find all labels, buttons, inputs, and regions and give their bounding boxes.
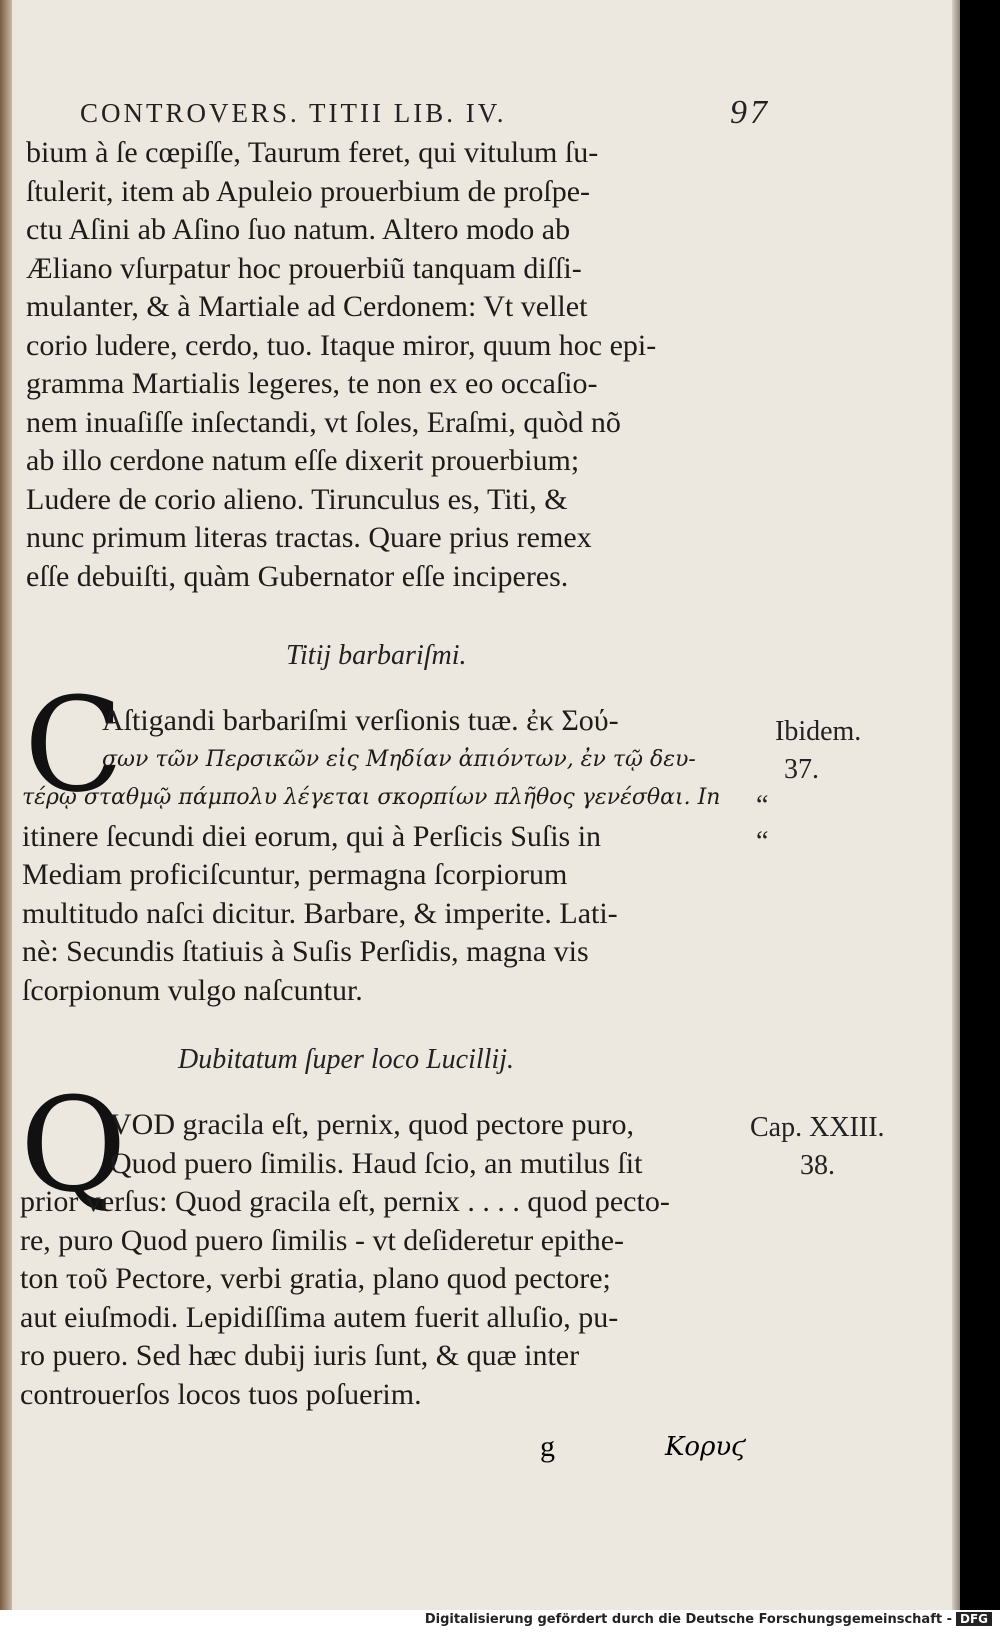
text-line: ctu Aſini ab Aſino ſuo natum. Altero modo ab <box>26 213 571 246</box>
running-title: CONTROVERS. TITII LIB. IV. <box>80 98 507 128</box>
text-line: Æliano vſurpatur hoc prouerbiũ tanquam diſſi- <box>26 251 582 285</box>
text-line: Quod puero ſimilis. Haud ſcio, an mutilus ſit <box>110 1146 643 1180</box>
text-line: aut eiuſmodi. Lepidiſſima autem fuerit alluſio, pu- <box>20 1300 619 1334</box>
page-edge <box>952 0 960 1610</box>
text-line: gramma Martialis legeres, te non ex eo occaſio- <box>26 367 598 400</box>
margin-reference: Ibidem. <box>775 716 862 747</box>
text-line: re, puro Quod puero ſimilis - vt deſideretur epithe- <box>20 1223 624 1257</box>
margin-reference: Cap. XXIII. <box>750 1112 885 1143</box>
dfg-logo: DFG <box>956 1612 992 1626</box>
signature-mark: g <box>540 1430 555 1463</box>
text-line: ton τοῦ Pectore, verbi gratia, plano quod pectore; <box>20 1262 611 1295</box>
text-line: controuerſos locos tuos poſuerim. <box>20 1377 422 1411</box>
quote-mark: “ <box>756 826 769 857</box>
text-line: itinere ſecundi diei eorum, qui à Perſicis Suſis in <box>22 819 602 853</box>
folio-number: 97 <box>730 94 770 131</box>
credit-text: Digitalisierung gefördert durch die Deutsche Forschungsgemeinschaft - <box>424 1612 952 1627</box>
binding-edge <box>0 0 12 1610</box>
margin-number: 37. <box>784 754 819 785</box>
text-line: bium à ſe cœpiſſe, Taurum feret, qui vitulum ſu- <box>26 136 599 169</box>
text-line: Mediam proficiſcuntur, permagna ſcorpiorum <box>22 858 568 891</box>
paragraph-3 <box>20 1106 670 1414</box>
quote-mark: “ <box>756 790 769 821</box>
drop-capital-q: Q <box>20 1069 127 1221</box>
text-line: ro puero. Sed hæc dubij iuris ſunt, & quæ inter <box>20 1339 580 1372</box>
text-line: nè: Secundis ſtatiuis à Suſis Perſidis, magna vis <box>22 935 589 968</box>
text-line: ſcorpionum vulgo naſcuntur. <box>22 973 363 1007</box>
section-heading-1: Titij barbariſmi. <box>286 640 467 671</box>
text-line: mulanter, & à Martiale ad Cerdonem: Vt vellet <box>26 290 588 323</box>
section-heading-2: Dubitatum ſuper loco Lucillij. <box>178 1044 514 1075</box>
drop-capital-c: C <box>24 669 124 821</box>
greek-line: τέρῳ σταθμῷ πάμπολυ λέγεται σκορπίων πλῆθος γενέσθαι. In <box>22 785 721 810</box>
text-line: corio ludere, cerdo, tuo. Itaque miror, quum hoc epi- <box>26 328 657 362</box>
paragraph-1 <box>26 134 656 596</box>
text-line: nunc primum literas tractas. Quare prius remex <box>26 521 592 554</box>
text-line: prior verſus: Quod gracila eſt, pernix . . . . quod pecto- <box>20 1185 670 1218</box>
margin-number: 38. <box>800 1150 835 1181</box>
catchword: Κορυϛ <box>665 1432 746 1462</box>
paragraph-2 <box>22 702 720 1010</box>
text-line: Aſtigandi barbariſmi verſionis tuæ. ἐκ Σού- <box>102 704 619 737</box>
digitization-credit <box>425 1612 992 1627</box>
text-line: ab illo cerdone natum eſſe dixerit prouerbium; <box>26 444 580 477</box>
text-line: VOD gracila eſt, pernix, quod pectore puro, <box>110 1108 634 1141</box>
text-line: nem inuaſiſſe inſectandi, vt ſoles, Eraſmi, quòd nõ <box>26 405 621 439</box>
text-line: eſſe debuiſti, quàm Gubernator eſſe inciperes. <box>26 559 569 593</box>
text-line: ſtulerit, item ab Apuleio prouerbium de proſpe- <box>26 174 591 208</box>
running-head <box>80 94 780 138</box>
text-line: Ludere de corio alieno. Tirunculus es, Titi, & <box>26 482 568 516</box>
text-line: multitudo naſci dicitur. Barbare, & imperite. Lati- <box>22 896 618 930</box>
greek-line: σων τῶν Περσικῶν εἰς Μηδίαν ἀπιόντων, ἐν τῷ δευ- <box>102 746 696 772</box>
